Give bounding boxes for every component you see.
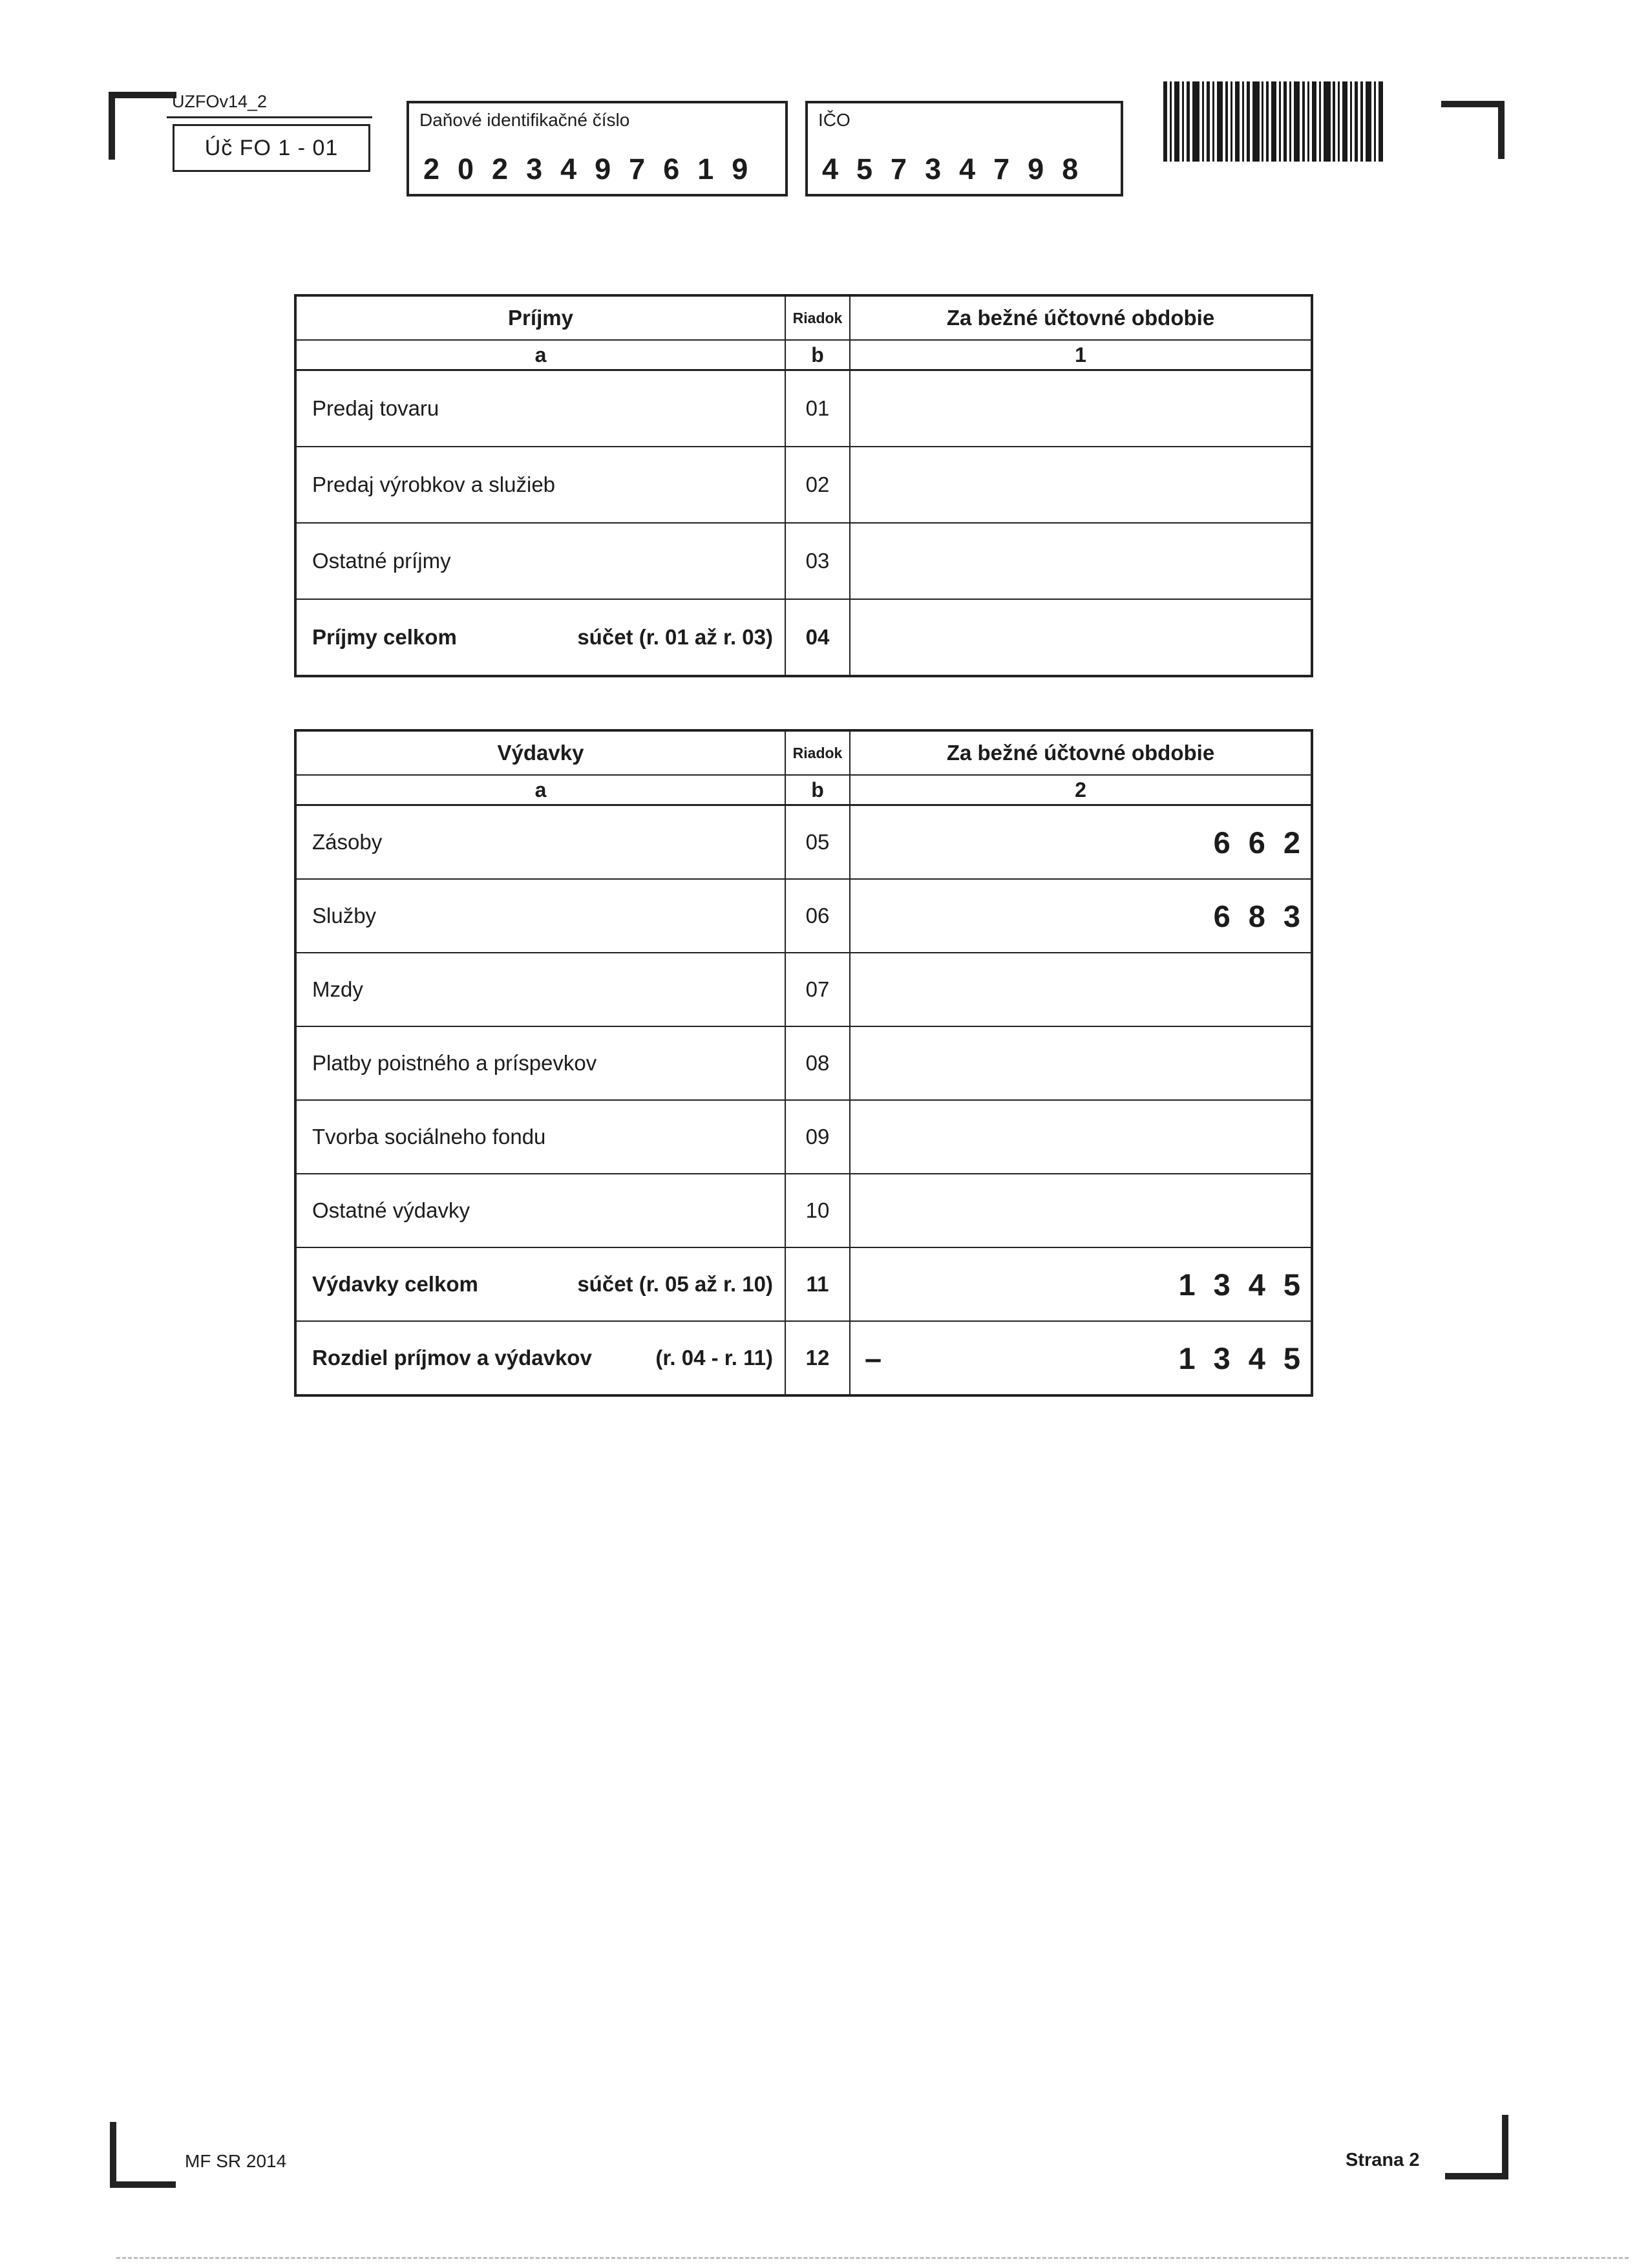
page-number-label: Strana 2	[1346, 2150, 1420, 2170]
registration-mark-top-right-icon	[1441, 101, 1505, 159]
row-label-cell	[297, 1322, 786, 1394]
row-label-cell	[297, 953, 786, 1026]
row-label: Zásoby	[312, 830, 383, 854]
header-cell	[786, 341, 850, 369]
row-label: Mzdy	[312, 977, 363, 1001]
row-number-cell: 07	[786, 953, 850, 1026]
negative-sign: –	[865, 1341, 882, 1375]
period-column-title: Za bežné účtovné obdobie	[946, 741, 1215, 765]
row-label: Rozdiel príjmov a výdavkov	[312, 1346, 592, 1370]
expense-column-title: Výdavky	[497, 741, 584, 765]
header-cell	[850, 776, 1311, 804]
column-letter-b: b	[811, 343, 824, 366]
row-label-cell	[297, 806, 786, 878]
income-column-title: Príjmy	[508, 306, 573, 330]
income-table	[294, 294, 1313, 677]
row-value: 1345	[1178, 1267, 1318, 1302]
tax-id-value: 2023497619	[423, 153, 766, 185]
income-table-header	[297, 297, 1311, 341]
row-label-note: (r. 04 - r. 11)	[655, 1346, 773, 1370]
expense-table-header	[297, 732, 1311, 776]
header-cell	[786, 732, 850, 774]
row-label: Ostatné príjmy	[312, 549, 451, 573]
registration-mark-bottom-right-icon	[1445, 2115, 1508, 2179]
header-cell	[297, 732, 786, 774]
row-number-column-title: Riadok	[792, 744, 843, 761]
header-cell	[297, 297, 786, 339]
column-number-1: 1	[1075, 343, 1086, 366]
row-label: Predaj výrobkov a služieb	[312, 472, 556, 496]
row-value: 1345	[1178, 1341, 1318, 1375]
row-label-cell	[297, 524, 786, 599]
form-id-label: Úč FO 1 - 01	[204, 135, 339, 160]
table-row-difference	[297, 1322, 1318, 1394]
scan-artifact-line	[116, 2257, 1629, 2259]
header-cell	[786, 297, 850, 339]
row-value-cell	[850, 447, 1311, 522]
row-value-cell	[850, 1248, 1318, 1320]
table-row	[297, 1101, 1311, 1174]
row-value-cell	[850, 1101, 1311, 1173]
row-label: Služby	[312, 904, 377, 927]
row-number-cell: 05	[786, 806, 850, 878]
header-cell	[850, 732, 1311, 774]
row-value-cell	[850, 1027, 1311, 1099]
tax-id-label: Daňové identifikačné číslo	[419, 110, 630, 130]
row-label: Výdavky celkom	[312, 1272, 478, 1296]
row-label: Tvorba sociálneho fondu	[312, 1125, 546, 1149]
registration-mark-bottom-left-icon	[110, 2122, 176, 2188]
header-cell	[297, 341, 786, 369]
row-number-cell: 08	[786, 1027, 850, 1099]
row-label-cell	[297, 1174, 786, 1247]
column-letter-a: a	[534, 343, 547, 366]
expense-table	[294, 729, 1318, 1397]
row-number-column-title: Riadok	[792, 309, 843, 326]
table-row	[297, 880, 1318, 953]
table-row	[297, 524, 1311, 600]
row-label-cell	[297, 600, 786, 675]
row-label-cell	[297, 1101, 786, 1173]
row-label: Predaj tovaru	[312, 396, 439, 420]
table-row-total	[297, 600, 1311, 675]
income-table-subheader	[297, 341, 1311, 371]
header-cell	[297, 776, 786, 804]
row-value-cell	[850, 600, 1311, 675]
header-cell	[850, 341, 1311, 369]
row-label-cell	[297, 880, 786, 952]
column-number-2: 2	[1075, 778, 1086, 801]
row-number-cell: 03	[786, 524, 850, 599]
row-label: Platby poistného a príspevkov	[312, 1051, 597, 1075]
tax-id-box	[407, 101, 788, 196]
row-number-cell: 09	[786, 1101, 850, 1173]
row-value: 683	[1213, 898, 1318, 933]
row-number-cell: 06	[786, 880, 850, 952]
row-label-cell	[297, 1248, 786, 1320]
row-label: Príjmy celkom	[312, 625, 457, 649]
row-number-cell: 02	[786, 447, 850, 522]
table-row	[297, 953, 1311, 1027]
row-label: Ostatné výdavky	[312, 1198, 470, 1222]
period-column-title: Za bežné účtovné obdobie	[946, 306, 1215, 330]
header-cell	[850, 297, 1311, 339]
column-letter-a: a	[534, 778, 547, 801]
row-number-cell: 10	[786, 1174, 850, 1247]
header-cell	[786, 776, 850, 804]
barcode-icon	[1163, 81, 1383, 162]
row-value-cell	[850, 1174, 1311, 1247]
row-label-cell	[297, 1027, 786, 1099]
row-value-cell	[850, 524, 1311, 599]
row-label-note: súčet (r. 01 až r. 03)	[577, 625, 773, 649]
row-label-note: súčet (r. 05 až r. 10)	[577, 1272, 773, 1296]
row-number-cell: 01	[786, 371, 850, 446]
ico-value: 45734798	[822, 153, 1097, 185]
divider	[167, 116, 372, 118]
registration-mark-top-left-icon	[109, 92, 176, 160]
form-version-code: UZFOv14_2	[172, 92, 268, 111]
ico-box	[805, 101, 1123, 196]
row-value-cell	[850, 1322, 1318, 1394]
table-row	[297, 806, 1318, 880]
row-value-cell	[850, 953, 1311, 1026]
row-value-cell	[850, 880, 1318, 952]
ico-label: IČO	[818, 110, 850, 130]
row-number-cell: 12	[786, 1322, 850, 1394]
row-label-cell	[297, 371, 786, 446]
row-value-cell	[850, 806, 1318, 878]
column-letter-b: b	[811, 778, 824, 801]
table-row	[297, 1174, 1311, 1248]
row-number-cell: 11	[786, 1248, 850, 1320]
form-issuer-label: MF SR 2014	[185, 2151, 287, 2171]
form-id-box	[173, 124, 370, 172]
row-label-cell	[297, 447, 786, 522]
row-number-cell: 04	[786, 600, 850, 675]
row-value-cell	[850, 371, 1311, 446]
table-row-total	[297, 1248, 1318, 1322]
expense-table-subheader	[297, 776, 1311, 806]
table-row	[297, 1027, 1311, 1101]
table-row	[297, 371, 1311, 447]
table-row	[297, 447, 1311, 524]
row-value: 662	[1213, 825, 1318, 860]
